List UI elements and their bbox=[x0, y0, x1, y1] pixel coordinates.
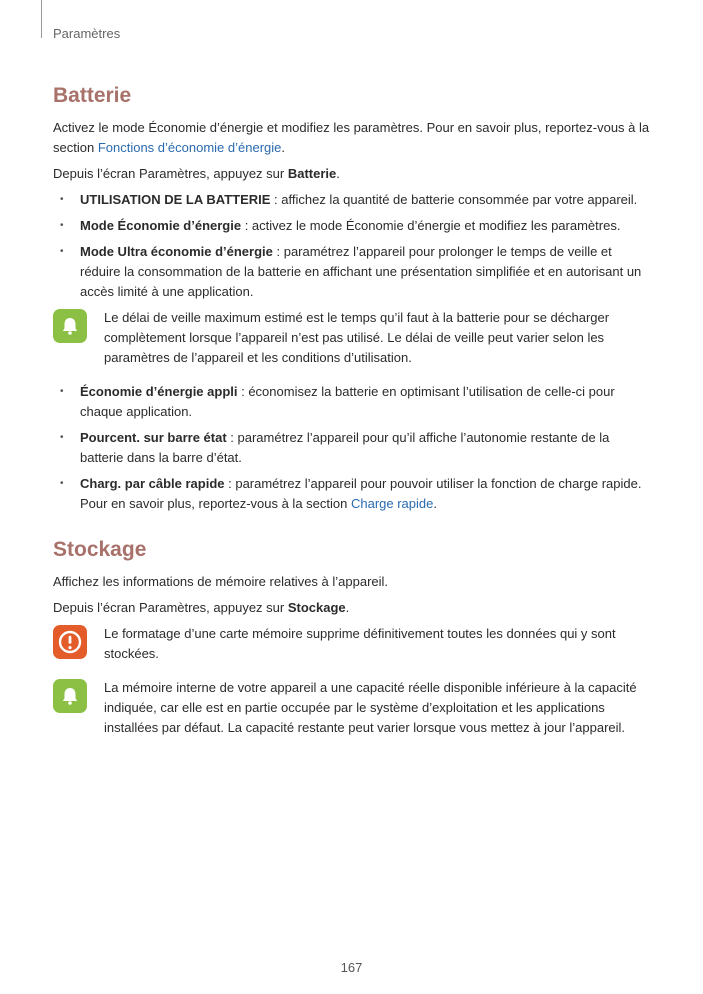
energy-saving-link[interactable]: Fonctions d’économie d’énergie bbox=[97, 140, 282, 155]
list-item: • Économie d’énergie appli : économisez la batterie en optimisant l’utilisation de celle-ci pour chaque application. bbox=[53, 382, 653, 422]
exclamation-icon bbox=[53, 625, 87, 659]
storage-path: Depuis l’écran Paramètres, appuyez sur Stockage. bbox=[53, 600, 350, 615]
battery-options-list-2 bbox=[53, 382, 653, 514]
list-item: • Mode Économie d’énergie : activez le mode Économie d’énergie et modifiez les paramètres. bbox=[53, 216, 653, 236]
header-rule bbox=[41, 0, 42, 38]
page-number: 167 bbox=[340, 960, 363, 975]
battery-note bbox=[53, 308, 653, 368]
storage-note bbox=[53, 678, 653, 738]
list-item: • Pourcent. sur barre état : paramétrez l’appareil pour qu’il affiche l’autonomie restante de la batterie dans la barre d’état. bbox=[53, 428, 653, 468]
list-item: • Charg. par câble rapide : paramétrez l’appareil pour pouvoir utiliser la fonction de charge rapide. Pour en savoir plus, reportez-vous à la section Charge rapide. bbox=[53, 474, 653, 514]
page-header: Paramètres bbox=[53, 26, 121, 41]
battery-options-list-1 bbox=[53, 190, 653, 302]
note-text: Le délai de veille maximum estimé est le temps qu’il faut à la batterie pour se décharger complètement lorsque l’appareil n’est pas utilisé. Le délai de veille peut varier selon les paramètres de l’appareil et les conditions d’utilisation. bbox=[104, 310, 610, 365]
fast-charge-link[interactable]: Charge rapide bbox=[350, 496, 434, 511]
page-content bbox=[53, 84, 653, 752]
list-item: • UTILISATION DE LA BATTERIE : affichez la quantité de batterie consommée par votre appareil. bbox=[53, 190, 653, 210]
storage-section bbox=[53, 538, 653, 738]
bell-icon bbox=[53, 309, 87, 343]
battery-path: Depuis l’écran Paramètres, appuyez sur Batterie. bbox=[53, 166, 340, 181]
battery-intro: Activez le mode Économie d’énergie et modifiez les paramètres. Pour en savoir plus, reportez-vous à la section Fonctions d’économie d’énergie. bbox=[53, 120, 650, 155]
storage-intro: Affichez les informations de mémoire relatives à l’appareil. bbox=[53, 574, 389, 589]
storage-heading: Stockage bbox=[53, 538, 147, 561]
battery-heading: Batterie bbox=[53, 84, 132, 107]
bell-icon bbox=[53, 679, 87, 713]
storage-caution bbox=[53, 624, 653, 664]
list-item: • Mode Ultra économie d’énergie : paramétrez l’appareil pour prolonger le temps de veille et réduire la consommation de la batterie en affichant une présentation simplifiée et en autorisant un accès limité à une application. bbox=[53, 242, 653, 302]
note-text: La mémoire interne de votre appareil a une capacité réelle disponible inférieure à la capacité indiquée, car elle est en partie occupée par le système d’exploitation et les applications installées par défaut. La capacité restante peut varier lorsque vous mettez à jour l’appareil. bbox=[104, 680, 637, 735]
caution-text: Le formatage d’une carte mémoire supprime définitivement toutes les données qui y sont stockées. bbox=[104, 626, 616, 661]
